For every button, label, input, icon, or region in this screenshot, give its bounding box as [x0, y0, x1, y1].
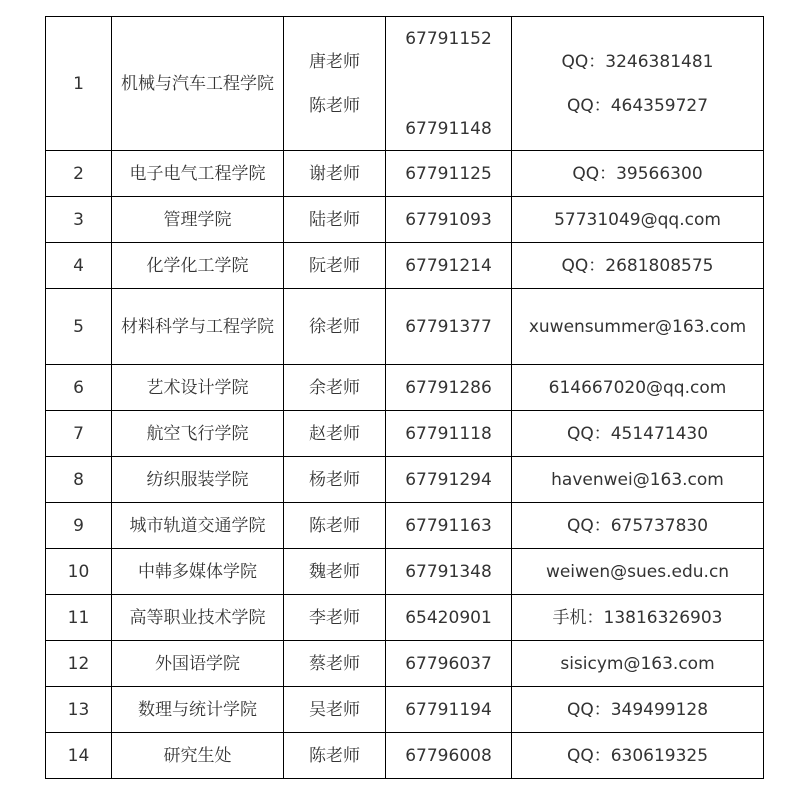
contact-info: 614667020@qq.com [512, 365, 764, 411]
contact-info: havenwei@163.com [512, 457, 764, 503]
teacher-name: 谢老师 [284, 151, 386, 197]
row-number: 11 [46, 595, 112, 641]
table-row [46, 411, 764, 457]
phone-number: 67796008 [386, 733, 512, 779]
contact-info: QQ：464359727 [566, 95, 709, 116]
contact-info: QQ：630619325 [512, 733, 764, 779]
phone-number: 67791294 [386, 457, 512, 503]
phone-number: 67791152 [405, 28, 492, 49]
contact-info: 57731049@qq.com [512, 197, 764, 243]
teacher-name: 吴老师 [284, 687, 386, 733]
college-name: 化学化工学院 [112, 243, 284, 289]
row-number: 13 [46, 687, 112, 733]
phone-number: 65420901 [386, 595, 512, 641]
contact-info: sisicym@163.com [512, 641, 764, 687]
teacher-name: 阮老师 [284, 243, 386, 289]
phone-number: 67791377 [386, 289, 512, 365]
teacher-name: 唐老师 [309, 51, 360, 72]
table-row [46, 17, 764, 151]
college-name: 数理与统计学院 [112, 687, 284, 733]
teacher-name: 赵老师 [284, 411, 386, 457]
phone-number: 67791348 [386, 549, 512, 595]
teacher-cell [284, 17, 386, 151]
table-row [46, 197, 764, 243]
college-name: 艺术设计学院 [112, 365, 284, 411]
teacher-name: 陈老师 [284, 733, 386, 779]
phone-number: 67791214 [386, 243, 512, 289]
row-number: 6 [46, 365, 112, 411]
contact-info: xuwensummer@163.com [512, 289, 764, 365]
row-number: 7 [46, 411, 112, 457]
phone-number: 67796037 [386, 641, 512, 687]
teacher-name: 陆老师 [284, 197, 386, 243]
college-name: 航空飞行学院 [112, 411, 284, 457]
phone-number: 67791286 [386, 365, 512, 411]
teacher-name: 魏老师 [284, 549, 386, 595]
table-row [46, 151, 764, 197]
college-name: 高等职业技术学院 [112, 595, 284, 641]
table-row [46, 549, 764, 595]
contact-info: QQ：2681808575 [512, 243, 764, 289]
phone-number: 67791194 [386, 687, 512, 733]
college-name: 城市轨道交通学院 [112, 503, 284, 549]
teacher-name: 余老师 [284, 365, 386, 411]
teacher-name: 杨老师 [284, 457, 386, 503]
phone-number: 67791163 [386, 503, 512, 549]
table-row [46, 687, 764, 733]
row-number: 10 [46, 549, 112, 595]
college-name: 纺织服装学院 [112, 457, 284, 503]
table-row [46, 365, 764, 411]
table-row [46, 243, 764, 289]
table-row [46, 733, 764, 779]
row-number: 9 [46, 503, 112, 549]
college-name: 中韩多媒体学院 [112, 549, 284, 595]
phone-number: 67791125 [386, 151, 512, 197]
college-name: 机械与汽车工程学院 [112, 17, 284, 151]
teacher-name: 陈老师 [284, 503, 386, 549]
college-name: 外国语学院 [112, 641, 284, 687]
row-number: 12 [46, 641, 112, 687]
contact-info: QQ：3246381481 [561, 51, 714, 72]
contact-info: weiwen@sues.edu.cn [512, 549, 764, 595]
contact-info: QQ：451471430 [512, 411, 764, 457]
table-row [46, 503, 764, 549]
table-row [46, 457, 764, 503]
college-name: 管理学院 [112, 197, 284, 243]
teacher-name: 徐老师 [284, 289, 386, 365]
row-number: 8 [46, 457, 112, 503]
teacher-name: 蔡老师 [284, 641, 386, 687]
contact-info: QQ：675737830 [512, 503, 764, 549]
college-name: 研究生处 [112, 733, 284, 779]
phone-number: 67791093 [386, 197, 512, 243]
phone-number: 67791148 [405, 118, 492, 139]
table-row [46, 595, 764, 641]
table-row [46, 289, 764, 365]
contact-cell [512, 17, 764, 151]
teacher-name: 陈老师 [309, 95, 360, 116]
row-number: 4 [46, 243, 112, 289]
phone-number: 67791118 [386, 411, 512, 457]
contact-info: QQ：349499128 [512, 687, 764, 733]
college-name: 电子电气工程学院 [112, 151, 284, 197]
contact-info: QQ：39566300 [512, 151, 764, 197]
row-number: 1 [46, 17, 112, 151]
row-number: 14 [46, 733, 112, 779]
phone-cell [386, 17, 512, 151]
teacher-name: 李老师 [284, 595, 386, 641]
row-number: 2 [46, 151, 112, 197]
college-name: 材料科学与工程学院 [112, 289, 284, 365]
contact-info: 手机：13816326903 [512, 595, 764, 641]
row-number: 5 [46, 289, 112, 365]
table-row [46, 641, 764, 687]
contact-table [45, 16, 764, 779]
row-number: 3 [46, 197, 112, 243]
